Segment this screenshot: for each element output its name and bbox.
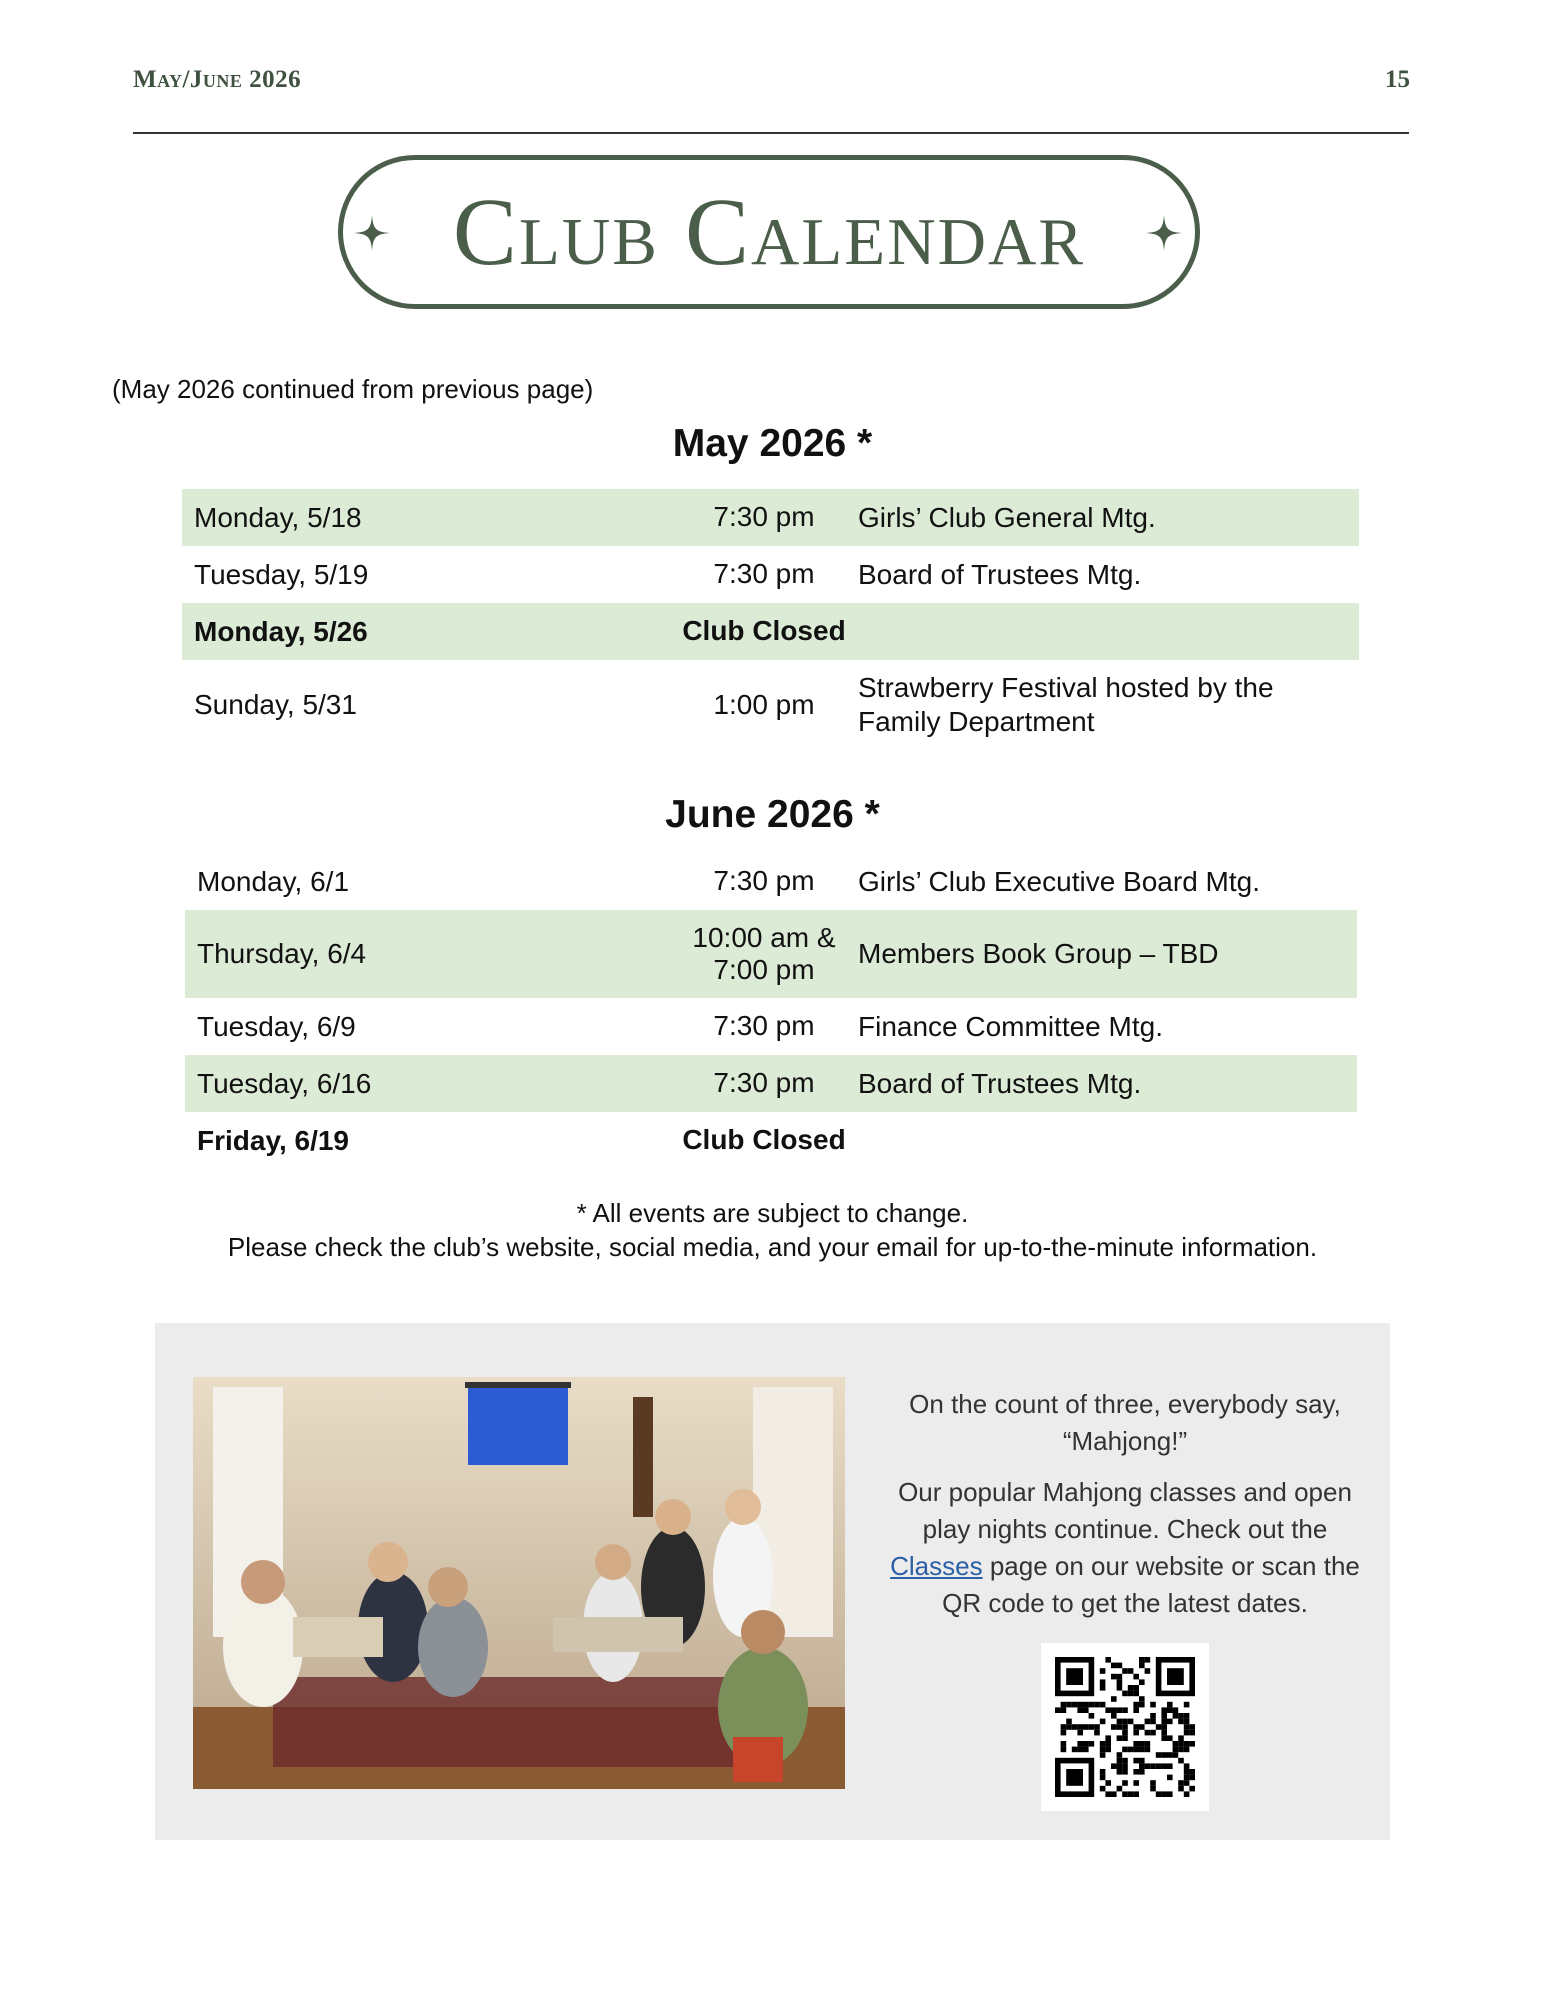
event-time: Club Closed <box>682 615 846 647</box>
event-time: 7:30 pm <box>713 501 815 533</box>
promo-body: page on our website or scan the QR code to get the latest dates. <box>942 1551 1360 1618</box>
promo-body: Our popular Mahjong classes and open play nights continue. Check out the <box>898 1477 1352 1544</box>
mahjong-promo-text <box>880 1386 1370 1636</box>
event-date: Tuesday, 6/9 <box>197 1010 356 1042</box>
issue-date: May/June 2026 <box>133 66 302 93</box>
event-date: Tuesday, 5/19 <box>194 558 369 590</box>
event-date: Thursday, 6/4 <box>197 938 367 969</box>
event-name: Board of Trustees Mtg. <box>858 558 1142 590</box>
event-name <box>858 671 1274 738</box>
event-time: 7:30 pm <box>713 1067 815 1099</box>
promo-line: “Mahjong!” <box>1062 1426 1188 1456</box>
table-row <box>182 660 1359 750</box>
title-banner <box>338 155 1200 309</box>
event-name: Girls’ Club General Mtg. <box>858 501 1156 533</box>
continued-note: (May 2026 continued from previous page) <box>112 374 594 404</box>
event-name: Girls’ Club Executive Board Mtg. <box>858 865 1260 897</box>
sparkle-icon <box>352 213 392 253</box>
event-date: Monday, 5/18 <box>194 501 362 533</box>
table-row <box>182 603 1359 660</box>
event-name: Board of Trustees Mtg. <box>858 1067 1142 1099</box>
table-row <box>185 853 1357 910</box>
event-name-line: Strawberry Festival hosted by the <box>858 672 1274 704</box>
event-date: Tuesday, 6/16 <box>197 1067 372 1099</box>
table-row <box>182 546 1359 603</box>
page-title: Club Calendar <box>452 178 1086 285</box>
event-time: 1:00 pm <box>713 688 815 720</box>
group-photo <box>193 1377 845 1789</box>
disclaimer-line: Please check the club’s website, social media, and your email for up-to-the-minute information. <box>227 1232 1318 1262</box>
event-time: 7:30 pm <box>713 558 815 590</box>
event-time: Club Closed <box>682 1124 846 1156</box>
event-date: Friday, 6/19 <box>197 1124 350 1156</box>
header-divider <box>133 132 1409 134</box>
disclaimer-line: * All events are subject to change. <box>576 1198 969 1228</box>
event-time-line: 7:00 pm <box>713 954 815 985</box>
event-time-line: 10:00 am & <box>692 921 836 953</box>
june-heading: June 2026 * <box>665 793 880 836</box>
event-time: 7:30 pm <box>713 1010 815 1042</box>
disclaimer <box>0 1196 1545 1264</box>
qr-code[interactable] <box>1041 1643 1209 1811</box>
page-number: 15 <box>1385 66 1410 93</box>
event-name-line: Family Department <box>858 706 1095 737</box>
event-name: Members Book Group – TBD <box>858 938 1219 970</box>
event-date: Sunday, 5/31 <box>194 689 357 720</box>
table-row <box>185 1055 1357 1112</box>
table-row <box>185 910 1357 998</box>
may-heading: May 2026 * <box>672 422 873 465</box>
promo-line: On the count of three, everybody say, <box>909 1389 1341 1419</box>
table-row <box>182 489 1359 546</box>
classes-link[interactable]: Classes <box>890 1551 983 1581</box>
event-date: Monday, 6/1 <box>197 865 350 897</box>
event-time: 7:30 pm <box>713 865 815 897</box>
table-row <box>185 998 1357 1055</box>
event-name: Finance Committee Mtg. <box>858 1010 1163 1042</box>
table-row <box>185 1112 1357 1169</box>
event-time <box>634 922 894 986</box>
event-date: Monday, 5/26 <box>194 615 368 647</box>
sparkle-icon <box>1144 213 1184 253</box>
